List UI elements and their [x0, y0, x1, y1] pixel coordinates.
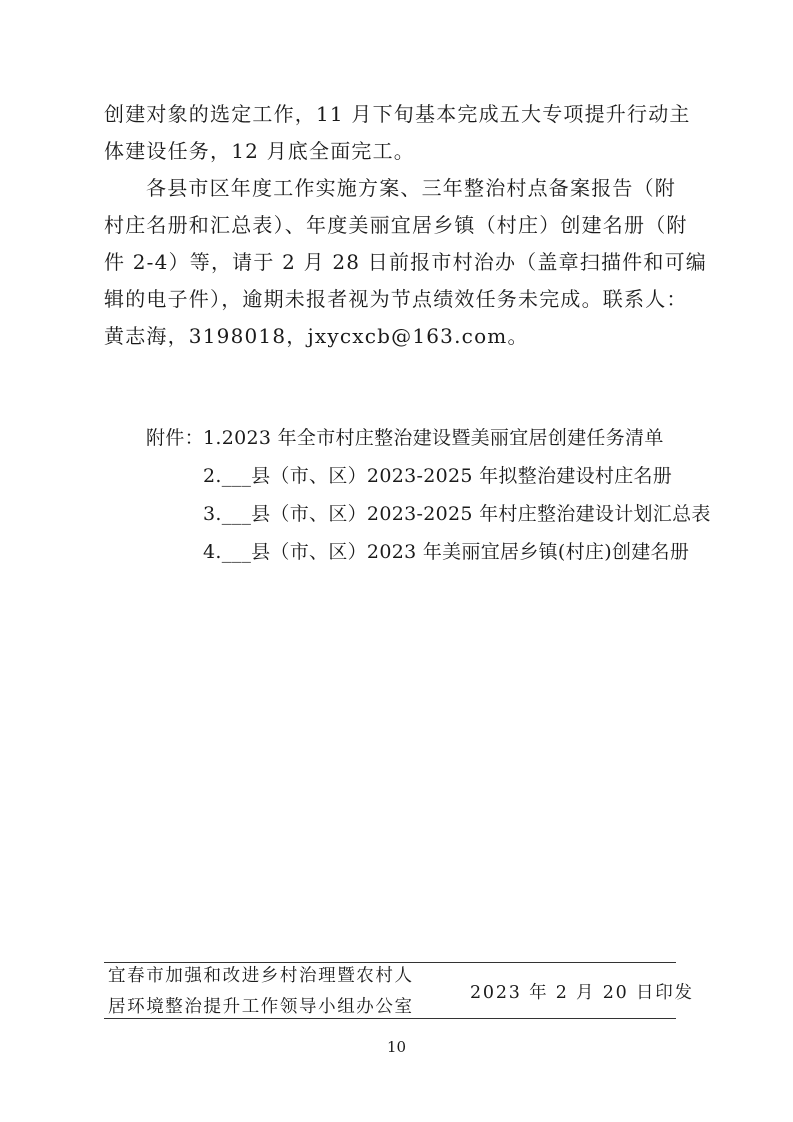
text-line: 村庄名册和汇总表）、年度美丽宜居乡镇（村庄）创建名册（附 [104, 213, 688, 237]
page-number: 10 [386, 1038, 407, 1056]
text-line: 创建对象的选定工作，11 月下旬基本完成五大专项提升行动主 [104, 102, 691, 126]
issuing-office [108, 961, 414, 1023]
issue-date: 2023 年 2 月 20 日印发 [470, 983, 694, 1003]
issuing-office-line: 宜春市加强和改进乡村治理暨农村人 [108, 966, 414, 986]
text-line: 辑的电子件），逾期未报者视为节点绩效任务未完成。联系人： [104, 287, 688, 311]
attachment-item: 4.___县（市、区）2023 年美丽宜居乡镇(村庄)创建名册 [203, 541, 690, 563]
attachment-item: 3.___县（市、区）2023-2025 年村庄整治建设计划汇总表 [203, 503, 711, 525]
text-line: 体建设任务，12 月底全面完工。 [104, 139, 416, 163]
contact-line: 黄志海，3198018，jxycxcb@163.com。 [104, 324, 529, 348]
attachment-item: 1.2023 年全市村庄整治建设暨美丽宜居创建任务清单 [203, 427, 664, 449]
footer-bottom-rule [104, 1018, 676, 1019]
attachments-label: 附件： [146, 427, 204, 449]
text-line: 各县市区年度工作实施方案、三年整治村点备案报告（附 [146, 176, 676, 200]
issuing-office-line: 居环境整治提升工作领导小组办公室 [108, 997, 414, 1017]
paragraph-continuation [104, 96, 691, 170]
attachment-item: 2.___县（市、区）2023-2025 年拟整治建设村庄名册 [203, 465, 673, 487]
text-line: 件 2-4）等，请于 2 月 28 日前报市村治办（盖章扫描件和可编 [104, 250, 707, 274]
paragraph-submission-notice [104, 170, 707, 355]
